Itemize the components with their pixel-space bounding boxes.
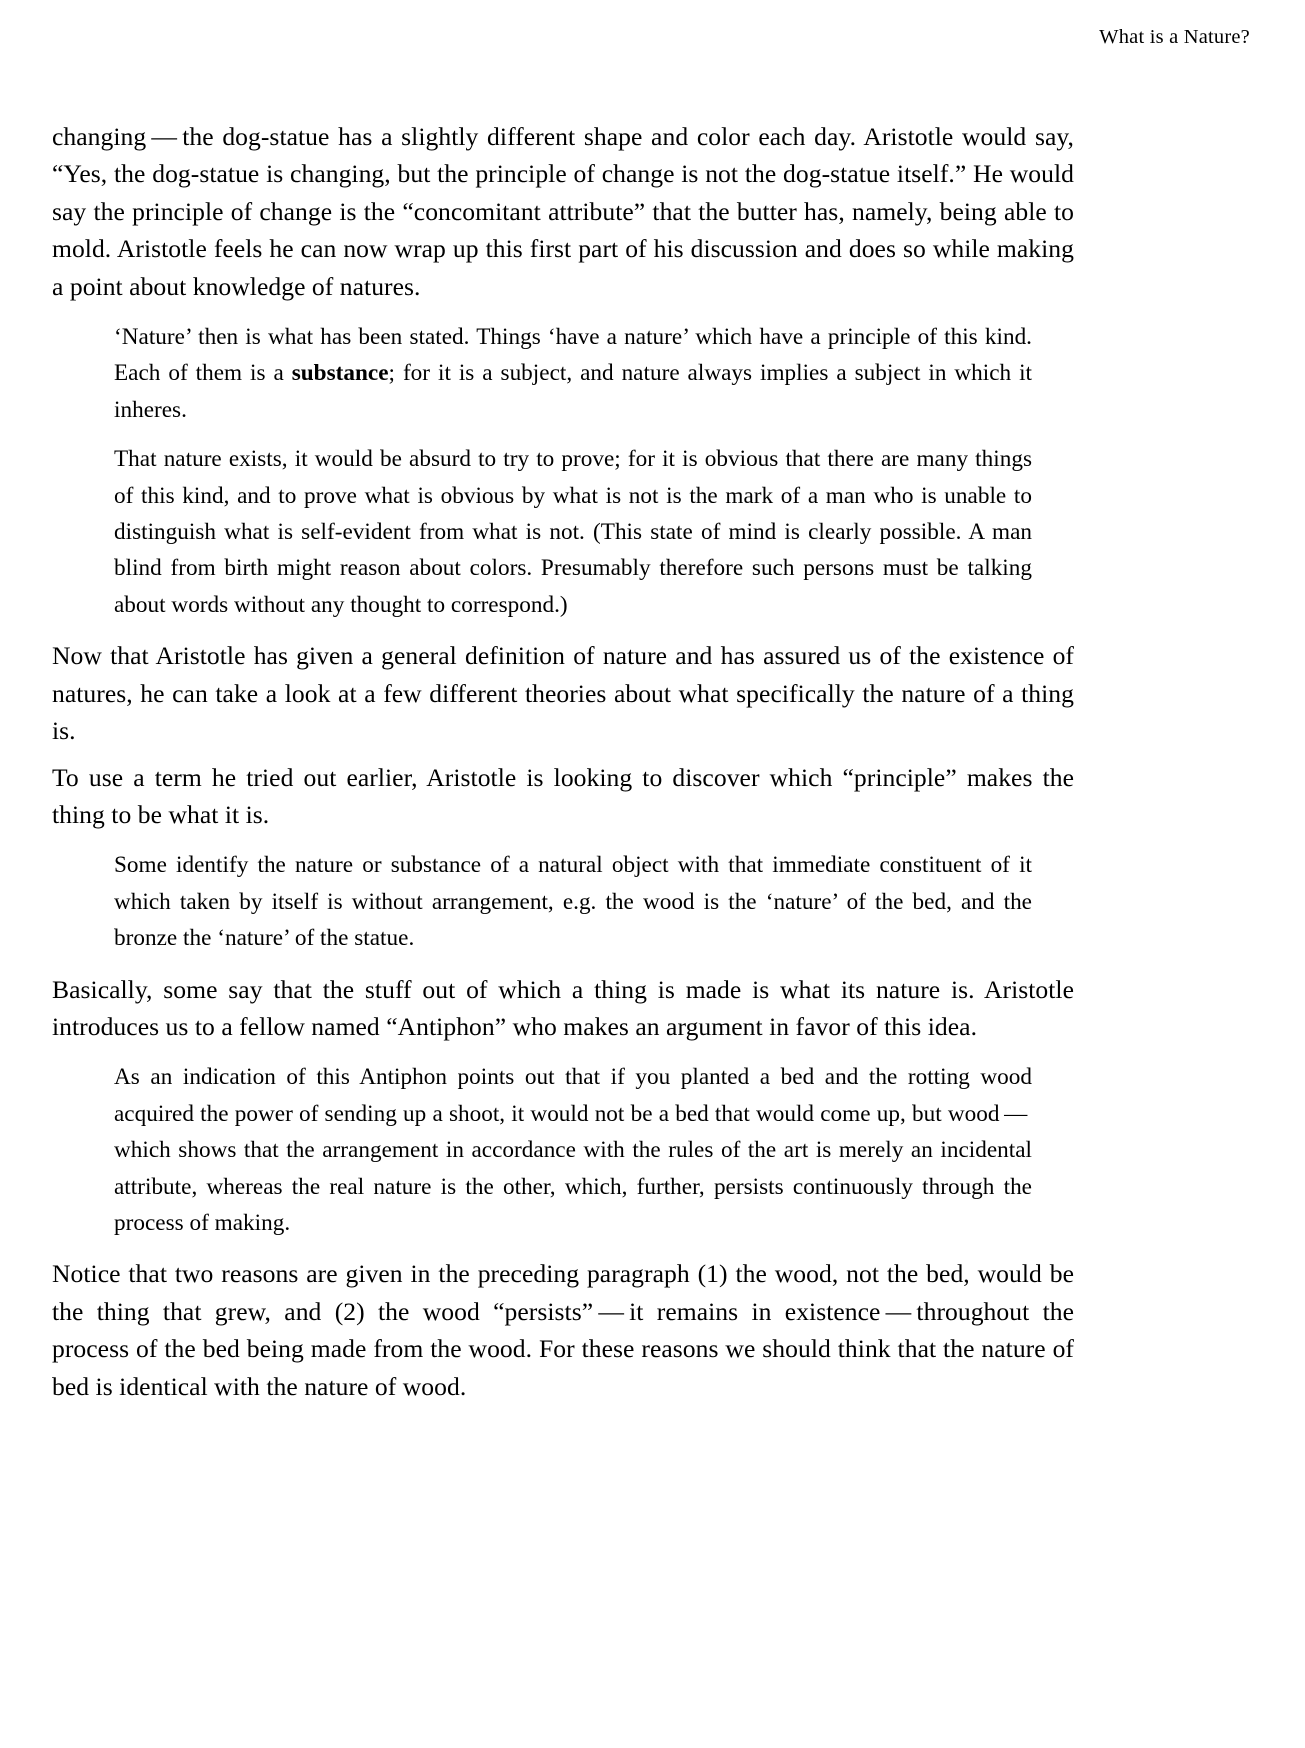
body-paragraph-1: changing — the dog-statue has a slightly different shape and color each day. Aristotle would say, “Yes, the dog-statue is changing, but the principle of change is not the dog-statue itself.” He would say the principle of change is the “concomitant attribute” that the butter has, namely, being able to mold. Aristotle feels he can now wrap up this first part of his discussion and does so while making a point about knowledge of natures.: [52, 122, 1074, 301]
body-paragraph-5: Notice that two reasons are given in the preceding paragraph (1) the wood, not the bed, would be the thing that grew, and (2) the wood “persists” — it remains in existence — throughout the process of the bed being made from the wood. For these reasons we should think that the nature of bed is identical with the nature of wood.: [52, 1259, 1074, 1401]
quote-1-paragraph-1-text-before-emphasis: ‘Nature’ then is what has been stated. Things ‘have a nature’ which have a principle of this kind. Each of them is a: [114, 324, 1032, 387]
body-paragraph-2: Now that Aristotle has given a general definition of nature and has assured us of the existence of natures, he can take a look at a few different theories about what specifically the nature of a thing is.: [52, 641, 1074, 746]
page-content: [52, 118, 1074, 1414]
quote-2-paragraph-1: Some identify the nature or substance of a natural object with that immediate constituent of it which taken by itself is without arrangement, e.g. the wood is the ‘nature’ of the bed, and the bronze the ‘nature’ of the statue.: [114, 852, 1032, 952]
body-paragraph-4: Basically, some say that the stuff out of which a thing is made is what its nature is. Aristotle introduces us to a fellow named “Antiphon” who makes an argument in favor of this idea.: [52, 974, 1074, 1041]
block-quote-3: [114, 1059, 1032, 1241]
block-quote-2: [114, 847, 1032, 956]
running-header-title: What is a Nature?: [1099, 26, 1250, 48]
body-paragraph-3: To use a term he tried out earlier, Aristotle is looking to discover which “principle” makes the thing to be what it is.: [52, 762, 1074, 829]
block-quote-1: [114, 319, 1032, 623]
quote-1-paragraph-1: [114, 319, 1032, 428]
quote-3-paragraph-1: As an indication of this Antiphon points out that if you planted a bed and the rotting wood acquired the power of sending up a shoot, it would not be a bed that would come up, but wood — which shows that the arrangement in accordance with the rules of the art is merely an incidental attribute, whereas the real nature is the other, which, further, persists continuously through the process of making.: [114, 1064, 1032, 1236]
quote-1-paragraph-1-text-after-emphasis: ; for it is a subject, and nature always implies a subject in which it inheres.: [114, 360, 1032, 423]
quote-1-paragraph-2: That nature exists, it would be absurd to try to prove; for it is obvious that there are many things of this kind, and to prove what is obvious by what is not is the mark of a man who is unable to distinguish what is self-evident from what is not. (This state of mind is clearly possible. A man blind from birth might reason about colors. Presumably therefore such persons must be talking about words without any thought to correspond.): [114, 446, 1032, 618]
quote-1-emphasis-substance: substance: [291, 360, 389, 387]
